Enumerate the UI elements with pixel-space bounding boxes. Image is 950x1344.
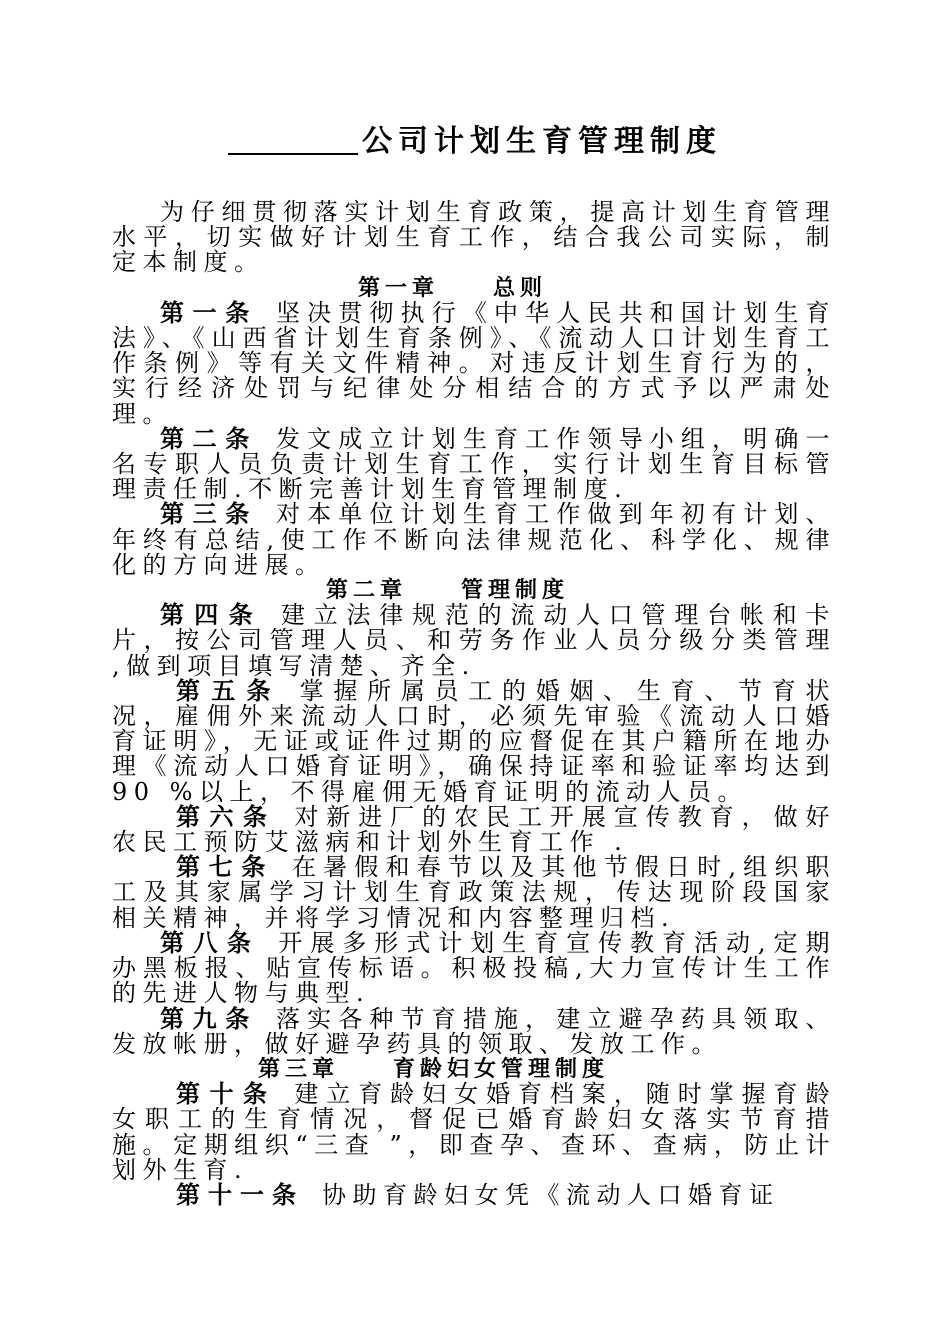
company-name-blank — [228, 123, 358, 155]
article-label: 第四条 — [160, 601, 263, 630]
article-text: 建立法律规范的流动人口管理台帐和卡片，按公司管理人员、和劳务作业人员分级分类管理 ,做到项目填写清楚、齐全. — [112, 601, 837, 680]
article-label: 第八条 — [160, 928, 261, 957]
article-label: 第五条 — [176, 676, 282, 705]
article-text: 落实各种节育措施，建立避孕药具领取、发放帐册，做好避孕药具的领取、发放工作。 — [112, 1004, 837, 1058]
article-label: 第一条 — [160, 298, 258, 327]
article-paragraph — [112, 802, 837, 857]
article-label: 第二条 — [160, 424, 258, 453]
article-paragraph — [112, 502, 836, 578]
article-label: 第六条 — [176, 802, 277, 831]
title-text: 公司计划生育管理制度 — [362, 124, 722, 159]
article-paragraph — [112, 298, 837, 428]
article-text: 建立育龄妇女婚育档案，随时掌握育龄女职工的生育情况，督促已婚育龄妇女落实节育措施。定期组织“三查 ”，即查孕、查环、查病，防止计划外生育. — [112, 1080, 837, 1184]
article-paragraph — [112, 1180, 836, 1209]
article-paragraph — [112, 424, 837, 504]
article-text: 掌握所属员工的婚姻、生育、节育状况，雇佣外来流动人口时，必须先审验《流动人口婚育证明》，无证或证件过期的应督促在其户籍所在地办理《流动人口婚育证明》，确保持证率和验证率均达到 90 %以上，不得雇佣无婚育证明的流动人员。 — [112, 676, 837, 806]
article-paragraph — [112, 603, 836, 679]
article-label: 第十条 — [176, 1080, 277, 1109]
article-paragraph — [112, 855, 836, 931]
article-paragraph — [112, 1082, 836, 1183]
article-text: 对新进厂的农民工开展宣传教育，做好农民工预防艾滋病和计划外生育工作 . — [112, 802, 837, 857]
article-text: 坚决贯彻执行《中华人民共和国计划生育法》、《山西省计划生育条例》、《流动人口计划生育工作条例》等有关文件精神。对违反计划生育行为的，实行经济处罚与纪律处分相结合的方式予以严肃处理。 — [112, 298, 837, 428]
chapter-heading: 第二章 管理制度 — [326, 578, 570, 604]
article-paragraph — [112, 1004, 837, 1058]
article-text: 开展多形式计划生育宣传教育活动,定期办黑板报、贴宣传标语。积极投稿,大力宣传计生工作的先进人物与典型. — [112, 928, 836, 1008]
article-text: 在暑假和春节以及其他节假日时,组织职工及其家属学习计划生育政策法规，传达现阶段国家相关精神，并将学习情况和内容整理归档. — [112, 853, 836, 932]
article-label: 第三条 — [160, 500, 258, 529]
article-text: 发文成立计划生育工作领导小组，明确一名专职人员负责计划生育工作，实行计划生育目标管理责任制.不断完善计划生育管理制度. — [112, 424, 837, 504]
article-paragraph — [112, 676, 837, 806]
article-label: 第九条 — [160, 1004, 258, 1033]
article-text: 协助育龄妇女凭《流动人口婚育证 — [322, 1180, 780, 1209]
document-title — [0, 122, 950, 162]
article-label: 第十一条 — [176, 1180, 304, 1209]
intro-paragraph: 为仔细贯彻落实计划生育政策，提高计划生育管理水平，切实做好计划生育工作，结合我公司实际，制定本制度。 — [112, 198, 836, 277]
article-label: 第七条 — [176, 853, 275, 882]
article-text: 对本单位计划生育工作做到年初有计划、年终有总结,使工作不断向法律规范化、科学化、规律化的方向进展。 — [112, 500, 837, 579]
document-body — [112, 200, 836, 1208]
chapter-heading: 第一章 总则 — [358, 275, 548, 301]
chapter-heading: 第三章 育龄妇女管理制度 — [258, 1056, 610, 1082]
article-paragraph — [112, 928, 836, 1008]
